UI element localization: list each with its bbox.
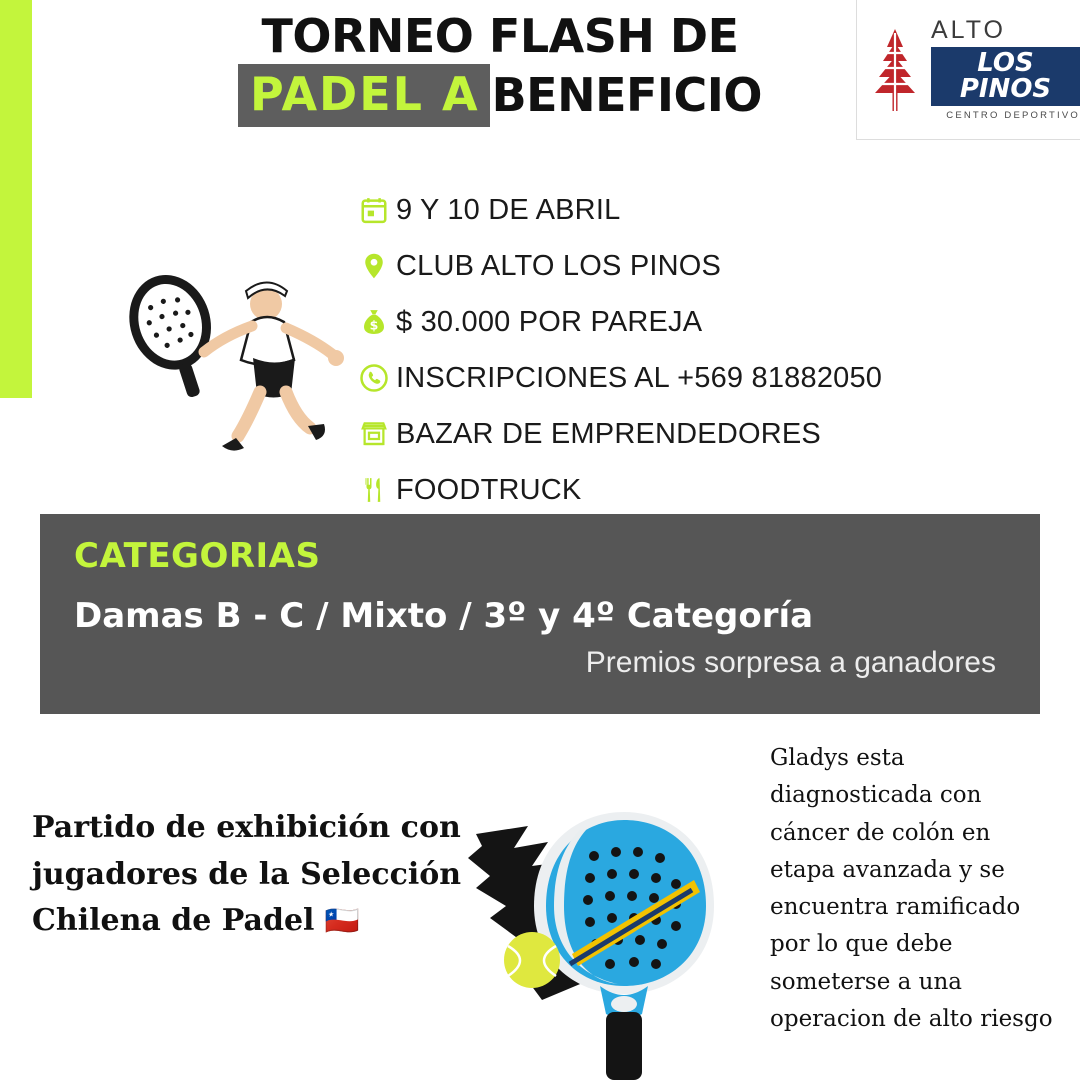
store-icon bbox=[352, 419, 396, 449]
categories-main: Damas B - C / Mixto / 3º y 4º Categoría bbox=[74, 596, 814, 636]
page-title bbox=[150, 9, 850, 127]
pine-tree-icon bbox=[867, 27, 923, 113]
info-text-date: 9 Y 10 DE ABRIL bbox=[396, 193, 621, 226]
padel-racket-illustration bbox=[468, 808, 748, 1080]
logo-subtitle: CENTRO DEPORTIVO bbox=[946, 110, 1080, 121]
info-row-price bbox=[352, 294, 1052, 350]
chile-flag-icon: 🇨🇱 bbox=[324, 904, 360, 937]
exhibition-text bbox=[32, 805, 482, 945]
club-logo bbox=[856, 0, 1080, 140]
info-text-bazaar: BAZAR DE EMPRENDEDORES bbox=[396, 417, 821, 450]
svg-text:$: $ bbox=[369, 317, 379, 333]
title-line-1: TORNEO FLASH DE bbox=[261, 9, 739, 63]
title-highlight: PADEL A bbox=[238, 64, 490, 126]
info-text-foodtruck: FOODTRUCK bbox=[396, 473, 582, 506]
info-row-date bbox=[352, 182, 1052, 238]
info-row-bazaar bbox=[352, 406, 1052, 462]
logo-text bbox=[931, 18, 1080, 121]
calendar-icon bbox=[352, 195, 396, 225]
title-line-2 bbox=[150, 64, 850, 126]
padel-player-illustration bbox=[110, 270, 370, 460]
story-text: Gladys esta diagnosticada con cáncer de colón en etapa avanzada y se encuentra ramificado por lo que debe someterse a una operacion de alto riesgo bbox=[770, 745, 1053, 1032]
info-text-phone: INSCRIPCIONES AL +569 81882050 bbox=[396, 361, 883, 394]
categories-sub: Premios sorpresa a ganadores bbox=[585, 646, 996, 679]
logo-alto-text: ALTO bbox=[931, 16, 1006, 44]
cutlery-icon bbox=[352, 475, 396, 505]
info-text-price: $ 30.000 POR PAREJA bbox=[396, 305, 703, 338]
info-list bbox=[352, 182, 1052, 518]
header bbox=[0, 0, 1080, 140]
info-row-foodtruck bbox=[352, 462, 1052, 518]
exhibition-copy: Partido de exhibición con jugadores de la Selección Chilena de Padel bbox=[32, 810, 462, 938]
money-bag-icon bbox=[352, 307, 396, 337]
info-row-venue bbox=[352, 238, 1052, 294]
phone-icon bbox=[352, 363, 396, 393]
info-row-phone bbox=[352, 350, 1052, 406]
info-text-venue: CLUB ALTO LOS PINOS bbox=[396, 249, 722, 282]
location-pin-icon bbox=[352, 251, 396, 281]
title-rest: BENEFICIO bbox=[491, 68, 763, 123]
categories-band bbox=[40, 514, 1040, 714]
logo-lospinos-text: LOS PINOS bbox=[931, 47, 1080, 106]
categories-heading: CATEGORIAS bbox=[74, 536, 321, 576]
